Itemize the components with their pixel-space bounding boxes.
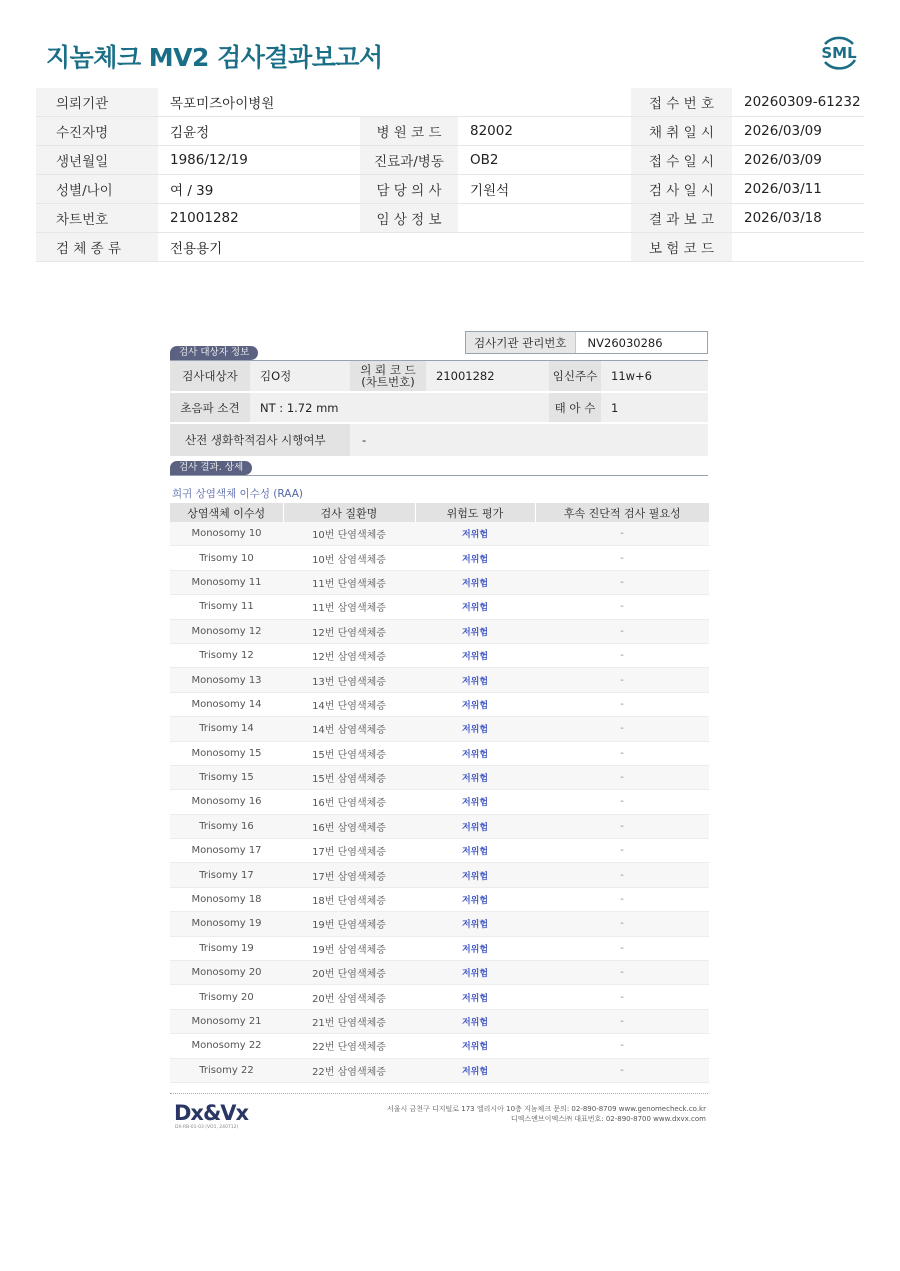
- table-row: [170, 570, 709, 594]
- info-label: 성별/나이: [36, 175, 158, 204]
- report-title: 지놈체크 MV2 검사결과보고서: [46, 43, 383, 72]
- patient-info-table: [36, 88, 864, 262]
- follow-up-cell: -: [535, 936, 709, 960]
- follow-up-cell: -: [535, 863, 709, 887]
- management-number-label: 검사기관 관리번호: [466, 332, 576, 353]
- ultrasound-value: NT : 1.72 mm: [250, 392, 549, 423]
- info-label: 병 원 코 드: [360, 117, 458, 146]
- info-value: 21001282: [158, 204, 360, 233]
- info-label: 검 체 종 류: [36, 233, 158, 262]
- subject-value: 김O정: [250, 361, 350, 392]
- chart-number-value: 21001282: [426, 361, 549, 392]
- risk-cell: 저위험: [415, 1009, 535, 1033]
- aneuploidy-cell: Trisomy 20: [170, 985, 283, 1009]
- disease-name-cell: 14번 단염색체증: [283, 692, 415, 716]
- info-row: [36, 146, 864, 175]
- aneuploidy-cell: Monosomy 20: [170, 961, 283, 985]
- ultrasound-label: 초음파 소견: [170, 392, 250, 423]
- footer-address: [370, 1104, 706, 1124]
- disease-name-cell: 10번 삼염색체증: [283, 546, 415, 570]
- column-header: 상염색체 이수성: [170, 503, 283, 522]
- disease-name-cell: 19번 단염색체증: [283, 912, 415, 936]
- follow-up-cell: -: [535, 839, 709, 863]
- footer-address-line: 디엑스앤브이엑스㈜ 대표번호: 02-890-8700 www.dxvx.com: [510, 1115, 706, 1123]
- follow-up-cell: -: [535, 887, 709, 911]
- aneuploidy-cell: Monosomy 12: [170, 619, 283, 643]
- table-row: [170, 839, 709, 863]
- info-value: 82002: [458, 117, 631, 146]
- risk-cell: 저위험: [415, 595, 535, 619]
- risk-cell: 저위험: [415, 765, 535, 789]
- column-header: 검사 질환명: [283, 503, 415, 522]
- aneuploidy-cell: Trisomy 14: [170, 717, 283, 741]
- info-value: 1986/12/19: [158, 146, 360, 175]
- risk-cell: 저위험: [415, 985, 535, 1009]
- subject-section-header: [170, 346, 708, 361]
- table-row: [170, 595, 709, 619]
- chart-number-label-line2: (차트번호): [361, 375, 415, 389]
- disease-name-cell: 10번 단염색체증: [283, 522, 415, 546]
- table-row: [170, 863, 709, 887]
- footer-divider: [170, 1093, 708, 1094]
- aneuploidy-cell: Trisomy 11: [170, 595, 283, 619]
- follow-up-cell: -: [535, 619, 709, 643]
- risk-cell: 저위험: [415, 912, 535, 936]
- follow-up-cell: -: [535, 570, 709, 594]
- disease-name-cell: 22번 삼염색체증: [283, 1058, 415, 1082]
- info-value: [732, 233, 864, 262]
- table-row: [170, 912, 709, 936]
- table-row: [170, 522, 709, 546]
- disease-name-cell: 12번 단염색체증: [283, 619, 415, 643]
- subject-section-tab: 검사 대상자 정보: [170, 346, 258, 360]
- risk-cell: 저위험: [415, 961, 535, 985]
- disease-name-cell: 16번 삼염색체증: [283, 814, 415, 838]
- gestational-age-value: 11w+6: [601, 361, 708, 392]
- risk-cell: 저위험: [415, 692, 535, 716]
- follow-up-cell: -: [535, 692, 709, 716]
- disease-name-cell: 19번 삼염색체증: [283, 936, 415, 960]
- aneuploidy-cell: Monosomy 10: [170, 522, 283, 546]
- risk-cell: 저위험: [415, 839, 535, 863]
- table-row: [170, 717, 709, 741]
- table-row: [170, 741, 709, 765]
- info-label: 의뢰기관: [36, 88, 158, 117]
- info-label: 검 사 일 시: [631, 175, 732, 204]
- follow-up-cell: -: [535, 814, 709, 838]
- info-label: 임 상 정 보: [360, 204, 458, 233]
- disease-name-cell: 13번 단염색체증: [283, 668, 415, 692]
- table-row: [170, 1058, 709, 1082]
- table-row: [170, 692, 709, 716]
- risk-cell: 저위험: [415, 741, 535, 765]
- column-header: 후속 진단적 검사 필요성: [535, 503, 709, 522]
- aneuploidy-cell: Trisomy 15: [170, 765, 283, 789]
- biochem-test-label: 산전 생화학적검사 시행여부: [170, 423, 350, 456]
- aneuploidy-cell: Trisomy 10: [170, 546, 283, 570]
- risk-cell: 저위험: [415, 790, 535, 814]
- follow-up-cell: -: [535, 546, 709, 570]
- disease-name-cell: 12번 삼염색체증: [283, 643, 415, 667]
- aneuploidy-cell: Trisomy 16: [170, 814, 283, 838]
- info-value: 2026/03/11: [732, 175, 864, 204]
- subject-label: 검사대상자: [170, 361, 250, 392]
- disease-name-cell: 22번 단염색체증: [283, 1034, 415, 1058]
- aneuploidy-cell: Monosomy 11: [170, 570, 283, 594]
- info-value: 2026/03/09: [732, 146, 864, 175]
- info-row: [36, 204, 864, 233]
- info-value: 전용용기: [158, 233, 631, 262]
- info-label: 차트번호: [36, 204, 158, 233]
- disease-name-cell: 15번 단염색체증: [283, 741, 415, 765]
- subject-row: [170, 423, 708, 456]
- disease-name-cell: 21번 단염색체증: [283, 1009, 415, 1033]
- biochem-test-value: -: [350, 423, 708, 456]
- info-label: 접 수 번 호: [631, 88, 732, 117]
- risk-cell: 저위험: [415, 1058, 535, 1082]
- follow-up-cell: -: [535, 985, 709, 1009]
- disease-name-cell: 18번 단염색체증: [283, 887, 415, 911]
- risk-cell: 저위험: [415, 863, 535, 887]
- risk-cell: 저위험: [415, 668, 535, 692]
- follow-up-cell: -: [535, 1058, 709, 1082]
- info-row: [36, 175, 864, 204]
- follow-up-cell: -: [535, 961, 709, 985]
- table-row: [170, 619, 709, 643]
- info-value: 김윤정: [158, 117, 360, 146]
- info-value: 기원석: [458, 175, 631, 204]
- logo-text: SML: [821, 44, 857, 62]
- aneuploidy-cell: Monosomy 18: [170, 887, 283, 911]
- table-row: [170, 961, 709, 985]
- info-value: 2026/03/18: [732, 204, 864, 233]
- aneuploidy-cell: Trisomy 22: [170, 1058, 283, 1082]
- aneuploidy-cell: Monosomy 16: [170, 790, 283, 814]
- follow-up-cell: -: [535, 741, 709, 765]
- info-row: [36, 233, 864, 262]
- aneuploidy-cell: Monosomy 15: [170, 741, 283, 765]
- chart-number-label: [350, 361, 426, 392]
- risk-cell: 저위험: [415, 717, 535, 741]
- follow-up-cell: -: [535, 912, 709, 936]
- info-label: 담 당 의 사: [360, 175, 458, 204]
- info-row: [36, 117, 864, 146]
- aneuploidy-cell: Trisomy 17: [170, 863, 283, 887]
- info-value: 목포미즈아이병원: [158, 88, 631, 117]
- disease-name-cell: 17번 삼염색체증: [283, 863, 415, 887]
- info-label: 접 수 일 시: [631, 146, 732, 175]
- follow-up-cell: -: [535, 790, 709, 814]
- table-row: [170, 936, 709, 960]
- info-label: 채 취 일 시: [631, 117, 732, 146]
- info-label: 수진자명: [36, 117, 158, 146]
- table-row: [170, 1009, 709, 1033]
- risk-cell: 저위험: [415, 643, 535, 667]
- disease-name-cell: 11번 삼염색체증: [283, 595, 415, 619]
- aneuploidy-cell: Monosomy 14: [170, 692, 283, 716]
- column-header: 위험도 평가: [415, 503, 535, 522]
- info-value: 20260309-61232: [732, 88, 864, 117]
- subject-row: [170, 361, 708, 392]
- table-row: [170, 887, 709, 911]
- aneuploidy-cell: Monosomy 21: [170, 1009, 283, 1033]
- management-number-value: NV26030286: [587, 335, 663, 350]
- raa-results-table: [170, 503, 709, 1083]
- risk-cell: 저위험: [415, 522, 535, 546]
- risk-cell: 저위험: [415, 546, 535, 570]
- info-value: [458, 204, 631, 233]
- follow-up-cell: -: [535, 1034, 709, 1058]
- dxvx-logo-subtext: DX-RB-01-03 (VO1, 240712): [175, 1125, 239, 1130]
- sml-logo-icon: [816, 30, 862, 76]
- results-section-header: [170, 461, 708, 476]
- follow-up-cell: -: [535, 643, 709, 667]
- footer-address-line: 서울시 금천구 디지털로 173 엘리시아 10층 지놈체크 문의: 02-890-8709 www.genomecheck.co.kr: [386, 1105, 706, 1113]
- follow-up-cell: -: [535, 765, 709, 789]
- aneuploidy-cell: Monosomy 22: [170, 1034, 283, 1058]
- results-section-tab: 검사 결과. 상세: [170, 461, 252, 475]
- risk-cell: 저위험: [415, 887, 535, 911]
- follow-up-cell: -: [535, 522, 709, 546]
- dxvx-logo: Dx&Vx: [174, 1101, 249, 1125]
- table-header-row: [170, 503, 709, 522]
- disease-name-cell: 20번 삼염색체증: [283, 985, 415, 1009]
- disease-name-cell: 20번 단염색체증: [283, 961, 415, 985]
- table-row: [170, 814, 709, 838]
- table-row: [170, 985, 709, 1009]
- fetus-count-label: 태 아 수: [549, 392, 601, 423]
- disease-name-cell: 16번 단염색체증: [283, 790, 415, 814]
- aneuploidy-cell: Trisomy 19: [170, 936, 283, 960]
- follow-up-cell: -: [535, 1009, 709, 1033]
- aneuploidy-cell: Trisomy 12: [170, 643, 283, 667]
- disease-name-cell: 14번 삼염색체증: [283, 717, 415, 741]
- info-value: 2026/03/09: [732, 117, 864, 146]
- info-label: 생년월일: [36, 146, 158, 175]
- disease-name-cell: 15번 삼염색체증: [283, 765, 415, 789]
- table-row: [170, 546, 709, 570]
- aneuploidy-cell: Monosomy 13: [170, 668, 283, 692]
- follow-up-cell: -: [535, 717, 709, 741]
- risk-cell: 저위험: [415, 814, 535, 838]
- info-label: 결 과 보 고: [631, 204, 732, 233]
- info-label: 진료과/병동: [360, 146, 458, 175]
- chart-number-label-line1: 의 뢰 코 드: [360, 363, 416, 377]
- risk-cell: 저위험: [415, 936, 535, 960]
- info-value: 여 / 39: [158, 175, 360, 204]
- risk-cell: 저위험: [415, 570, 535, 594]
- info-row: [36, 88, 864, 117]
- disease-name-cell: 11번 단염색체증: [283, 570, 415, 594]
- table-row: [170, 765, 709, 789]
- risk-cell: 저위험: [415, 619, 535, 643]
- aneuploidy-cell: Monosomy 17: [170, 839, 283, 863]
- table-row: [170, 668, 709, 692]
- follow-up-cell: -: [535, 668, 709, 692]
- table-row: [170, 1034, 709, 1058]
- disease-name-cell: 17번 단염색체증: [283, 839, 415, 863]
- table-row: [170, 790, 709, 814]
- subject-row: [170, 392, 708, 423]
- fetus-count-value: 1: [601, 392, 708, 423]
- subject-info-table: [170, 361, 708, 456]
- aneuploidy-cell: Monosomy 19: [170, 912, 283, 936]
- raa-title: 희귀 상염색체 이수성 (RAA): [172, 488, 304, 500]
- gestational-age-label: 임신주수: [549, 361, 601, 392]
- info-value: OB2: [458, 146, 631, 175]
- follow-up-cell: -: [535, 595, 709, 619]
- risk-cell: 저위험: [415, 1034, 535, 1058]
- table-row: [170, 643, 709, 667]
- info-label: 보 험 코 드: [631, 233, 732, 262]
